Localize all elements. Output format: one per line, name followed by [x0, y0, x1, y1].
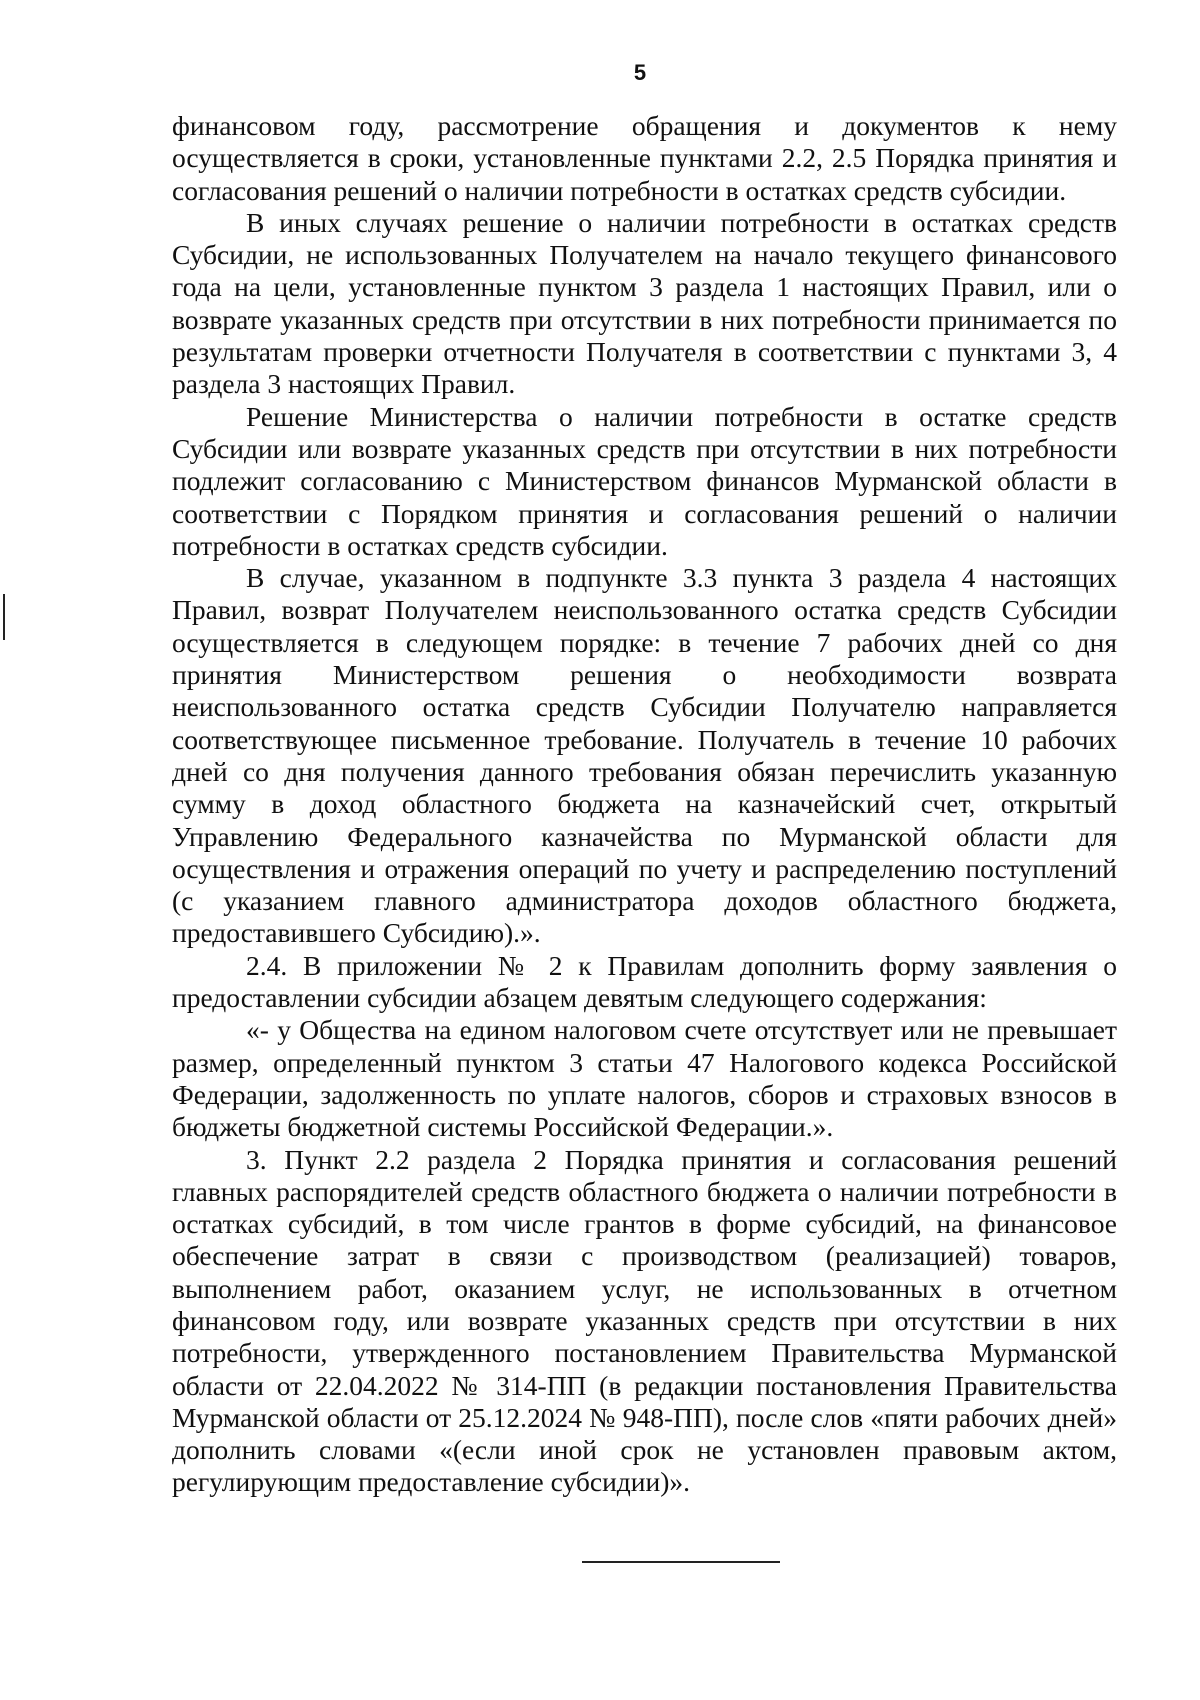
paragraph-ministry-decision: Решение Министерства о наличии потребности в остатке средств Субсидии или возврате указанных средств при отсутствии в них потребности подлежит согласованию с Министерством финансов Мурманской области в соответствии с Порядком принятия и согласования решений о наличии потребности в остатках средств субсидии. — [172, 400, 1117, 561]
page-number: 5 — [633, 60, 647, 85]
end-divider-line — [582, 1561, 780, 1563]
paragraph-item-3: 3. Пункт 2.2 раздела 2 Порядка принятия и согласования решений главных распорядителей средств областного бюджета о наличии потребности в остатках субсидий, в том числе грантов в форме субсидий, на финансовое обеспечение затрат в связи с производством (реализацией) товаров, выполнением работ, оказанием услуг, не использованных в отчетном финансовом году, или возврате указанных средств при отсутствии в них потребности, утвержденного постановлением Правительства Мурманской области от 22.04.2022 № 314-ПП (в редакции постановления Правительства Мурманской области от 25.12.2024 № 948-ПП), после слов «пяти рабочих дней» дополнить словами «(если иной срок не установлен правовым актом, регулирующим предоставление субсидии)». — [172, 1143, 1117, 1498]
paragraph-quoted-addition: «- у Общества на едином налоговом счете отсутствует или не превышает размер, определенный пунктом 3 статьи 47 Налогового кодекса Российской Федерации, задолженность по уплате налогов, сборов и страховых взносов в бюджеты бюджетной системы Российской Федерации.». — [172, 1014, 1117, 1143]
paragraph-item-2-4: 2.4. В приложении № 2 к Правилам дополнить форму заявления о предоставлении субсидии абзацем девятым следующего содержания: — [172, 949, 1117, 1014]
document-body — [172, 110, 1117, 1499]
scan-margin-mark — [3, 594, 5, 640]
paragraph-other-cases: В иных случаях решение о наличии потребности в остатках средств Субсидии, не использованных Получателем на начало текущего финансового года на цели, установленные пунктом 3 раздела 1 настоящих Правил, или о возврате указанных средств при отсутствии в них потребности принимается по результатам проверки отчетности Получателя в соответствии с пунктами 3, 4 раздела 3 настоящих Правил. — [172, 206, 1117, 400]
paragraph-return-procedure: В случае, указанном в подпункте 3.3 пункта 3 раздела 4 настоящих Правил, возврат Получателем неиспользованного остатка средств Субсидии осуществляется в следующем порядке: в течение 7 рабочих дней со дня принятия Министерством решения о необходимости возврата неиспользованного остатка средств Субсидии Получателю направляется соответствующее письменное требование. Получатель в течение 10 рабочих дней со дня получения данного требования обязан перечислить указанную сумму в доход областного бюджета на казначейский счет, открытый Управлению Федерального казначейства по Мурманской области для осуществления и отражения операций по учету и распределению поступлений (с указанием главного администратора доходов областного бюджета, предоставившего Субсидию).». — [172, 562, 1117, 949]
paragraph-continuation: финансовом году, рассмотрение обращения и документов к нему осуществляется в сроки, установленные пунктами 2.2, 2.5 Порядка принятия и согласования решений о наличии потребности в остатках средств субсидии. — [172, 110, 1117, 206]
